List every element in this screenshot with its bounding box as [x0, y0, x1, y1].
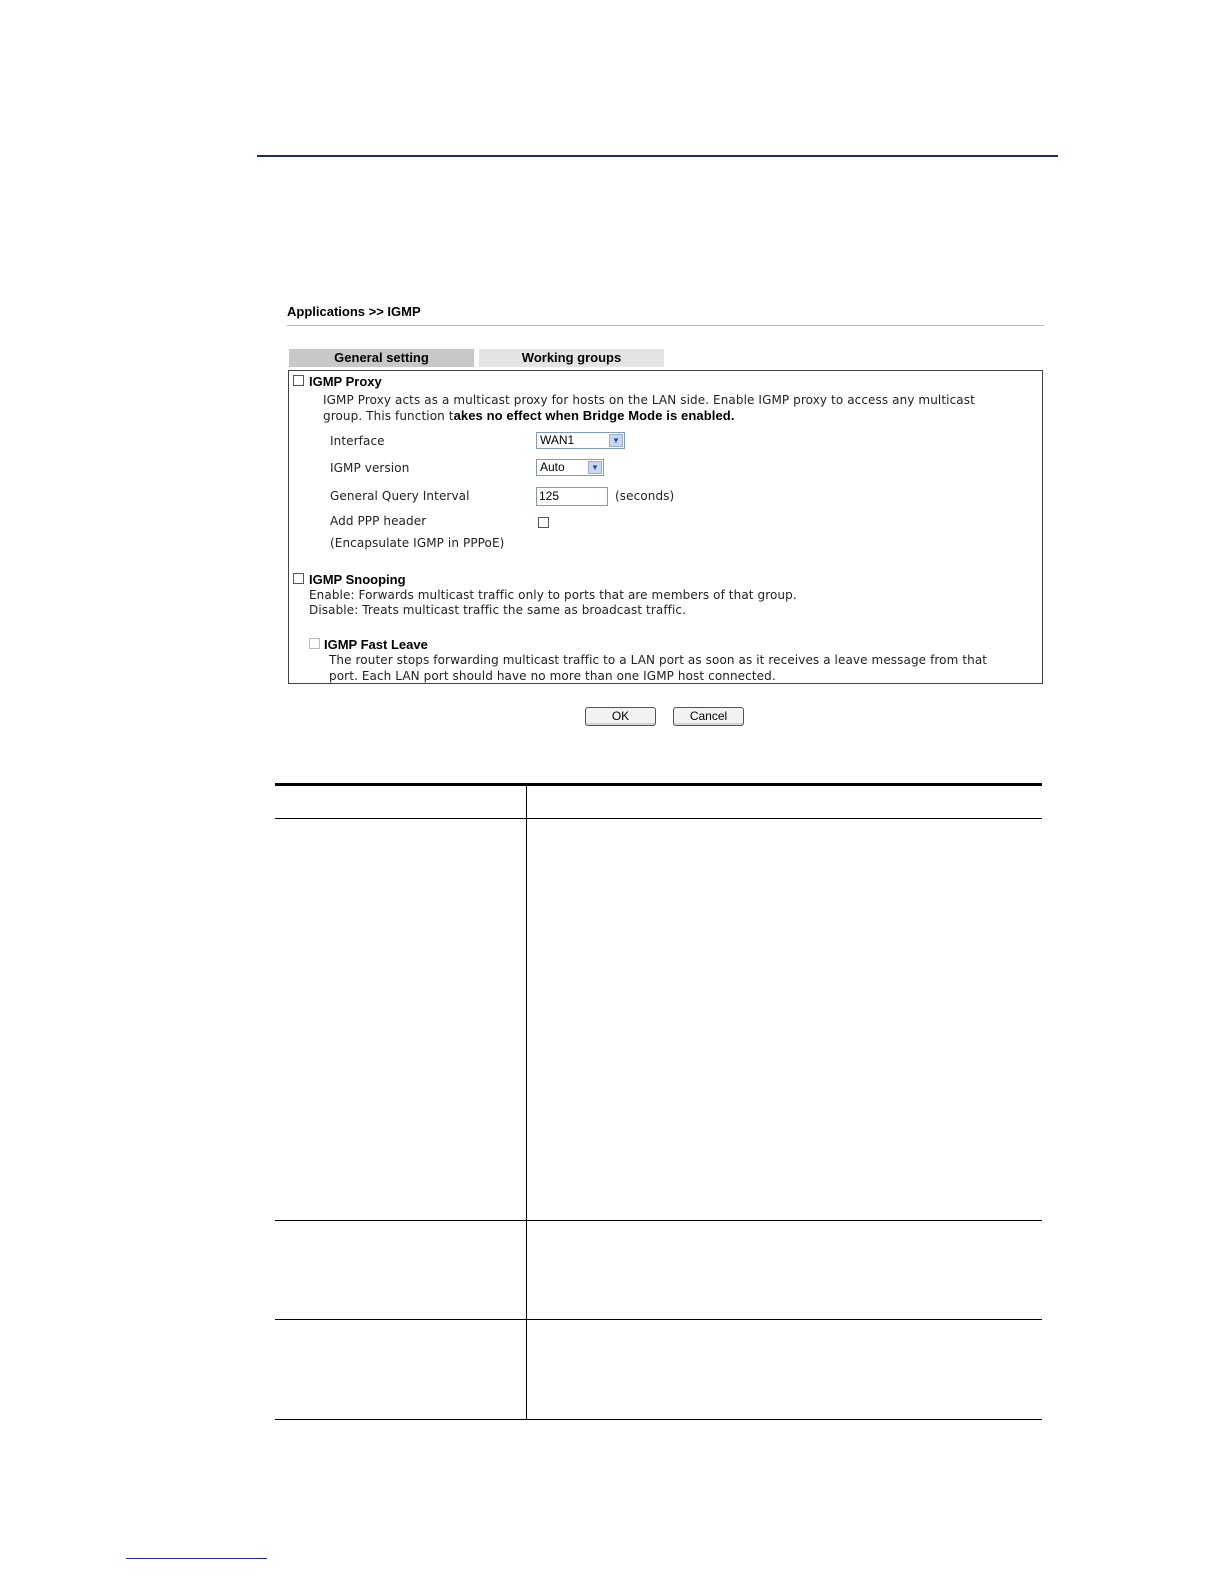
- page-header-rule: [257, 155, 1058, 157]
- igmp-snooping-enable-text: Enable: Forwards multicast traffic only to ports that are members of that group.: [309, 588, 797, 602]
- igmp-proxy-bridge-warning: akes no effect when Bridge Mode is enabled.: [453, 408, 735, 423]
- ppp-header-label: Add PPP header: [330, 514, 427, 528]
- igmp-fast-leave-title: IGMP Fast Leave: [324, 637, 428, 652]
- igmp-snooping-disable-text: Disable: Treats multicast traffic the same as broadcast traffic.: [309, 603, 687, 617]
- tab-working-groups[interactable]: Working groups: [479, 349, 664, 367]
- interface-select[interactable]: [536, 432, 625, 449]
- table-row-divider: [275, 1220, 1042, 1221]
- table-column-divider: [526, 785, 527, 1420]
- igmp-version-select-value: Auto: [540, 460, 565, 474]
- ppp-header-note: (Encapsulate IGMP in PPPoE): [330, 536, 505, 550]
- settings-panel: [288, 370, 1043, 684]
- ok-button[interactable]: OK: [585, 707, 656, 726]
- igmp-fast-leave-description-line1: The router stops forwarding multicast traffic to a LAN port as soon as it receives a leave message from that: [329, 653, 988, 667]
- igmp-fast-leave-description-line2: port. Each LAN port should have no more than one IGMP host connected.: [329, 669, 776, 683]
- igmp-proxy-title: IGMP Proxy: [309, 374, 382, 389]
- breadcrumb-divider: [287, 325, 1044, 326]
- chevron-down-icon: ▼: [609, 434, 623, 447]
- igmp-proxy-description-line1: IGMP Proxy acts as a multicast proxy for hosts on the LAN side. Enable IGMP proxy to access any multicast: [323, 393, 975, 407]
- cancel-button[interactable]: Cancel: [673, 707, 744, 726]
- query-interval-label: General Query Interval: [330, 489, 470, 503]
- igmp-version-select[interactable]: [536, 459, 604, 476]
- igmp-proxy-description-line2: [323, 408, 735, 423]
- igmp-proxy-description-text: group. This function t: [323, 409, 454, 423]
- footer-link-underline: [126, 1558, 267, 1559]
- table-bottom-border: [275, 1419, 1042, 1420]
- igmp-snooping-title: IGMP Snooping: [309, 572, 406, 587]
- table-top-border: [275, 783, 1042, 786]
- query-interval-unit: (seconds): [615, 489, 675, 503]
- interface-select-value: WAN1: [540, 433, 575, 447]
- interface-label: Interface: [330, 434, 385, 448]
- igmp-proxy-checkbox[interactable]: [293, 375, 304, 386]
- igmp-snooping-checkbox[interactable]: [293, 573, 304, 584]
- table-header-divider: [275, 818, 1042, 819]
- igmp-version-label: IGMP version: [330, 461, 410, 475]
- breadcrumb: Applications >> IGMP: [287, 304, 421, 319]
- query-interval-input[interactable]: 125: [536, 487, 608, 506]
- table-row-divider: [275, 1319, 1042, 1320]
- ppp-header-checkbox[interactable]: [538, 517, 549, 528]
- tab-general-setting[interactable]: General setting: [289, 349, 474, 367]
- chevron-down-icon: ▼: [588, 461, 602, 474]
- igmp-fast-leave-checkbox[interactable]: [309, 638, 320, 649]
